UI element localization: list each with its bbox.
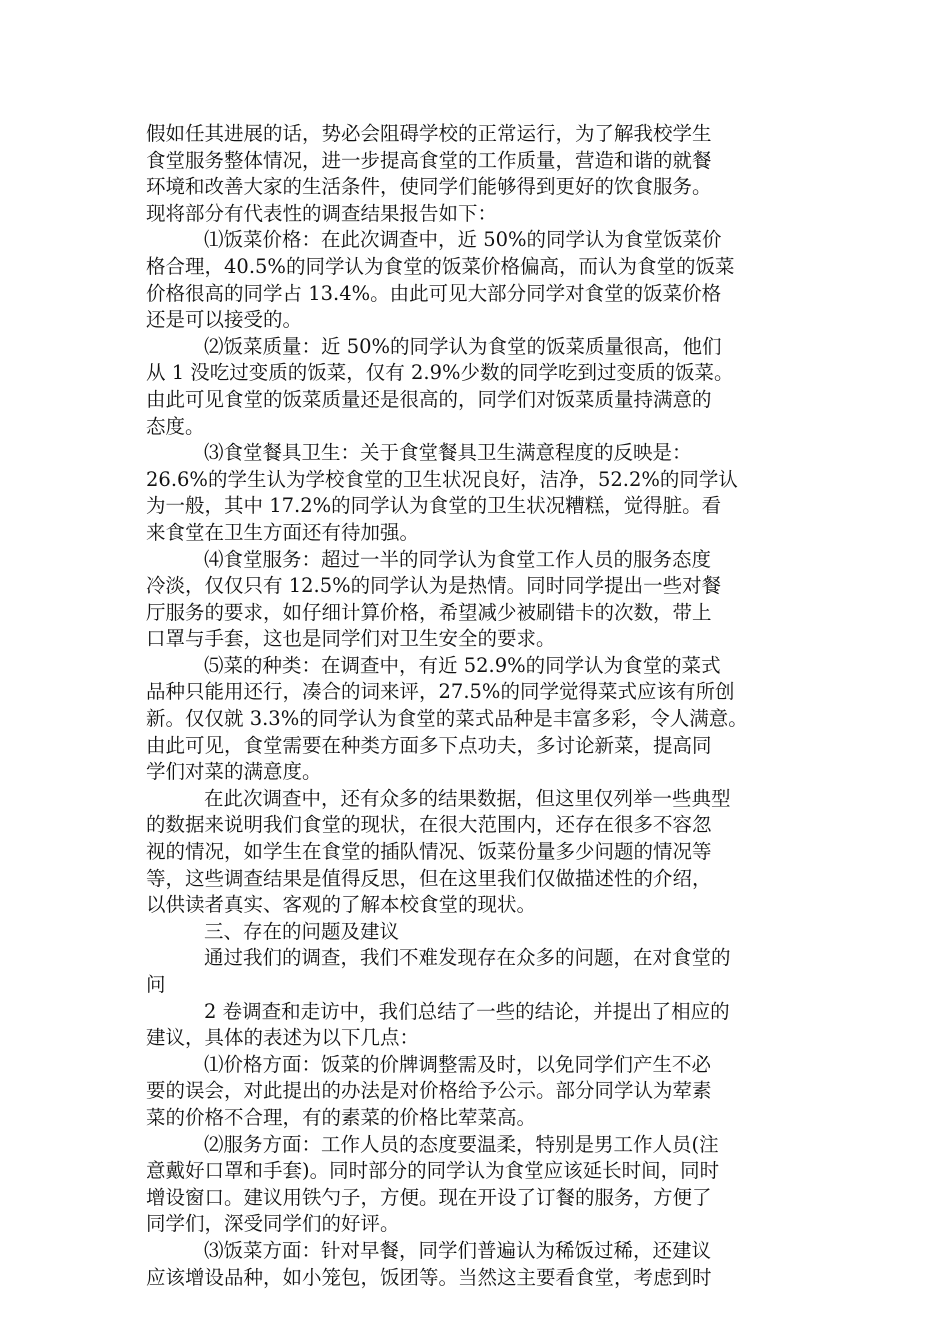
text-line: 食堂服务整体情况，进一步提高食堂的工作质量，营造和谐的就餐: [146, 148, 712, 172]
text-line: 学们对菜的满意度。: [146, 760, 322, 784]
text-line: 的数据来说明我们食堂的现状，在很大范围内，还存在很多不容忽: [146, 813, 712, 837]
text-line: 由此可见，食堂需要在种类方面多下点功夫，多讨论新菜，提高同: [146, 733, 712, 757]
text-line: 环境和改善大家的生活条件，使同学们能够得到更好的饮食服务。: [146, 175, 712, 199]
text-line: ⑵饭菜质量：近 50%的同学认为食堂的饭菜质量很高，他们: [204, 334, 722, 358]
text-line: ⑴饭菜价格：在此次调查中，近 50%的同学认为食堂饭菜价: [204, 228, 722, 252]
text-line: ⑶食堂餐具卫生：关于食堂餐具卫生满意程度的反映是：: [204, 441, 692, 465]
text-line: 价格很高的同学占 13.4%。由此可见大部分同学对食堂的饭菜价格: [146, 281, 722, 305]
text-line: 菜的价格不合理，有的素菜的价格比荤菜高。: [146, 1105, 537, 1129]
text-line: 来食堂在卫生方面还有待加强。: [146, 520, 420, 544]
text-line: 态度。: [146, 414, 205, 438]
text-line: ⑴价格方面：饭菜的价牌调整需及时，以免同学们产生不必: [204, 1052, 712, 1076]
text-line: 厅服务的要求，如仔细计算价格，希望减少被刷错卡的次数，带上: [146, 600, 712, 624]
text-line: 增设窗口。建议用铁勺子，方便。现在开设了订餐的服务，方便了: [146, 1185, 712, 1209]
text-line: 现将部分有代表性的调查结果报告如下：: [146, 201, 498, 225]
text-line: 视的情况，如学生在食堂的插队情况、饭菜份量多少问题的情况等: [146, 840, 712, 864]
text-line: 26.6%的学生认为学校食堂的卫生状况良好，洁净，52.2%的同学认: [146, 467, 738, 491]
text-line: 同学们，深受同学们的好评。: [146, 1212, 400, 1236]
text-line: 在此次调查中，还有众多的结果数据，但这里仅列举一些典型: [204, 786, 731, 810]
text-line: 要的误会，对此提出的办法是对价格给予公示。部分同学认为荤素: [146, 1079, 712, 1103]
text-line: 2 卷调查和走访中，我们总结了一些的结论，并提出了相应的: [204, 999, 730, 1023]
text-line: 由此可见食堂的饭菜质量还是很高的，同学们对饭菜质量持满意的: [146, 387, 712, 411]
text-line: 三、存在的问题及建议: [204, 919, 400, 943]
text-line: 口罩与手套，这也是同学们对卫生安全的要求。: [146, 627, 556, 651]
text-line: 冷淡，仅仅只有 12.5%的同学认为是热情。同时同学提出一些对餐: [146, 574, 722, 598]
text-line: 新。仅仅就 3.3%的同学认为食堂的菜式品种是丰富多彩，令人满意。: [146, 707, 748, 731]
text-line: 还是可以接受的。: [146, 308, 303, 332]
text-line: 等，这些调查结果是值得反思，但在这里我们仅做描述性的介绍，: [146, 866, 712, 890]
text-line: 假如任其进展的话，势必会阻碍学校的正常运行，为了解我校学生: [146, 122, 712, 145]
text-line: 问: [146, 973, 166, 996]
text-line: 从 1 没吃过变质的饭菜，仅有 2.9%少数的同学吃到过变质的饭菜。: [146, 361, 734, 385]
text-line: 格合理，40.5%的同学认为食堂的饭菜价格偏高，而认为食堂的饭菜: [146, 254, 735, 278]
text-line: ⑸菜的种类：在调查中，有近 52.9%的同学认为食堂的菜式: [204, 653, 721, 677]
text-line: 意戴好口罩和手套)。同时部分的同学认为食堂应该延长时间，同时: [146, 1159, 720, 1183]
document-body: [146, 121, 816, 1291]
text-line: 应该增设品种，如小笼包，饭团等。当然这主要看食堂，考虑到时: [146, 1265, 712, 1289]
text-line: 以供读者真实、客观的了解本校食堂的现状。: [146, 893, 537, 917]
text-line: ⑵服务方面：工作人员的态度要温柔，特别是男工作人员(注: [204, 1132, 719, 1156]
text-line: ⑷食堂服务：超过一半的同学认为食堂工作人员的服务态度: [204, 547, 712, 571]
text-line: 为一般，其中 17.2%的同学认为食堂的卫生状况糟糕，觉得脏。看: [146, 494, 722, 518]
text-line: 品种只能用还行，凑合的词来评，27.5%的同学觉得菜式应该有所创: [146, 680, 735, 704]
text-line: 通过我们的调查，我们不难发现存在众多的问题，在对食堂的: [204, 946, 731, 970]
text-line: ⑶饭菜方面：针对早餐，同学们普遍认为稀饭过稀，还建议: [204, 1238, 712, 1262]
text-line: 建议，具体的表述为以下几点：: [146, 1026, 420, 1050]
